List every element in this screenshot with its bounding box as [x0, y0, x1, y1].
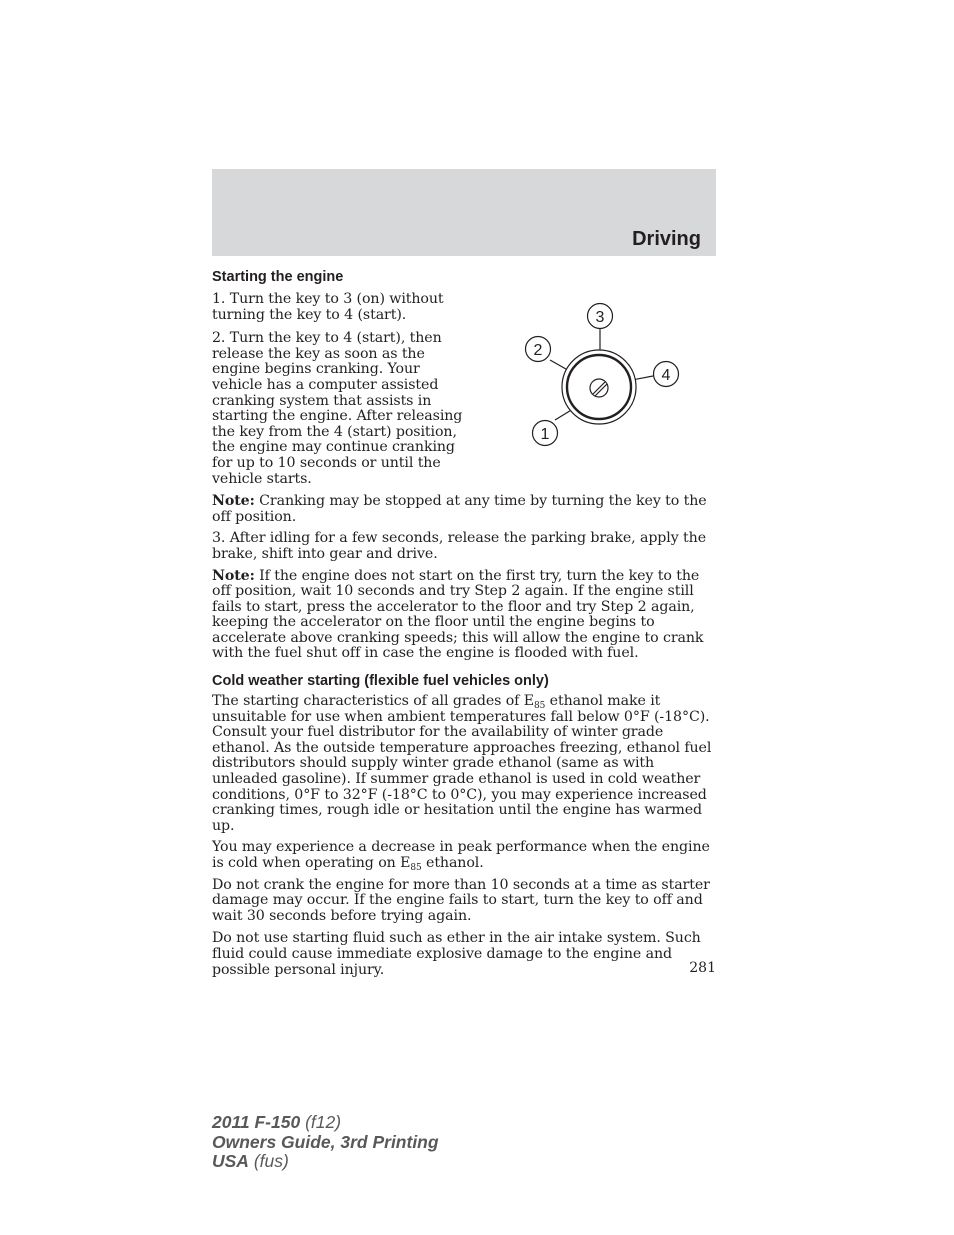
cold-paragraph-1: The starting characteristics of all grades of $E_{85}$ ethanol make it unsuitable for use when ambient temperatures fall below 0°F (-18°C). Consult your fuel distributor for the availability of winter grade ethanol. As the outside temperature approaches freezing, ethanol fuel distributors should supply winter grade ethanol (same as with unleaded gasoline). If summer grade ethanol is used in cold weather conditions, 0°F to 32°F (-18°C to 0°C), you may experience increased cranking times, rough idle or hesitation until the engine has warmed up.	[212, 693, 712, 834]
section-title: Driving	[632, 228, 701, 250]
page-number: 281	[689, 960, 716, 976]
step-2: 2. Turn the key to 4 (start), then release the key as soon as the engine begins cranking. Your vehicle has a computer assisted cranking system that assists in starting the engine. After releasing the key from the 4 (start) position, the engine may continue cranking for up to 10 seconds or until the vehicle starts.	[212, 330, 463, 487]
cold-paragraph-3: Do not crank the engine for more than 10 seconds at a time as starter damage may occur. If the engine fails to start, turn the key to off and wait 30 seconds before trying again.	[212, 876, 710, 924]
heading-starting-engine: Starting the engine	[212, 269, 344, 285]
footer-line-model: 2011 F-150 (f12)	[212, 1112, 342, 1132]
step-1: 1. Turn the key to 3 (on) without turning the key to 4 (start).	[212, 291, 444, 323]
footer-line-guide: Owners Guide, 3rd Printing	[212, 1131, 439, 1152]
note-label: Note:	[212, 493, 255, 510]
cold-paragraph-4: Do not use starting fluid such as ether in the air intake system. Such fluid could cause immediate explosive damage to the engine and possible personal injury.	[212, 930, 701, 978]
cold-paragraph-2: You may experience a decrease in peak performance when the engine is cold when operating on $E_{85}$ ethanol.	[212, 839, 710, 873]
heading-cold-weather: Cold weather starting (flexible fuel vehicles only)	[212, 673, 549, 690]
footer-edition	[212, 1113, 439, 1172]
label-1: 1	[540, 426, 550, 443]
note-label: Note:	[212, 567, 255, 584]
footer-line-region: USA (fus)	[212, 1151, 289, 1171]
note-1	[212, 494, 716, 525]
label-2: 2	[533, 342, 543, 359]
label-4: 4	[661, 367, 671, 384]
step-3: 3. After idling for a few seconds, release the parking brake, apply the brake, shift into gear and drive.	[212, 530, 706, 562]
note-text: Cranking may be stopped at any time by turning the key to the off position.	[212, 493, 707, 525]
ignition-key-diagram	[515, 295, 690, 455]
note-2	[212, 569, 716, 663]
label-3: 3	[595, 309, 605, 326]
note-text: If the engine does not start on the first try, turn the key to the off position, wait 10 seconds and try Step 2 again. If the engine still fails to start, press the accelerator to the floor and try Step 2 again, keeping the accelerator on the floor until the engine begins to accelerate above cranking speeds; this will allow the engine to crank with the fuel shut off in case the engine is flooded with fuel.	[212, 567, 704, 662]
section-header-band	[212, 169, 716, 256]
